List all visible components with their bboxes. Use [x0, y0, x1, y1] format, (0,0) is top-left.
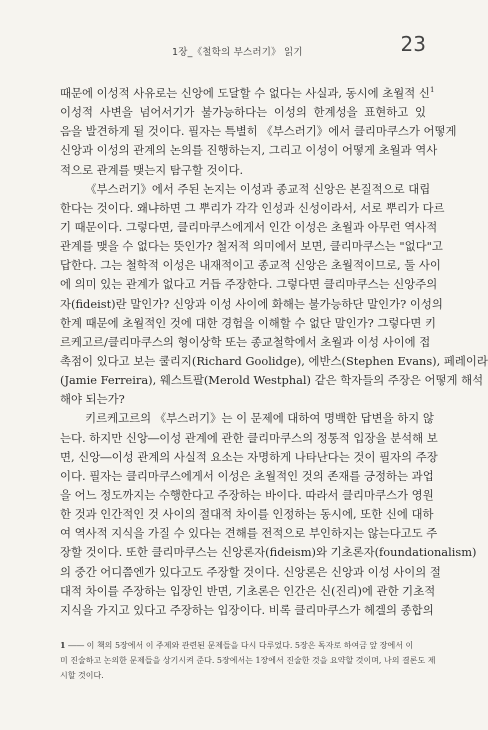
- text-line: 르케고르/클리마쿠스의 형이상학 또는 종교철학에서 초월과 이성 사이에 접: [60, 334, 431, 349]
- footnote-line: 시할 것이다.: [60, 671, 104, 680]
- text-line: 관계를 맺을 수 없다는 뜻인가? 철저적 의미에서 보면, 클리마쿠스는 "없다"고: [60, 239, 443, 254]
- paragraph-1: [60, 84, 457, 180]
- footnote: [60, 638, 436, 683]
- text-line: 적으로 관계를 맺는지 탐구할 것이다.: [60, 162, 244, 177]
- running-head: 1장_《철학의 부스러기》 읽기: [172, 47, 303, 58]
- text-line: 때문에 이성적 사유로는 신앙에 도달할 수 없다는 사실과, 동시에 초월적 신$^1$: [60, 86, 435, 100]
- text-line: 촉점이 있다고 보는 쿨리지(Richard Goolidge), 에반스(Stephen Evans), 페레이라: [60, 353, 488, 368]
- text-line: 해야 되는가?: [60, 392, 125, 407]
- text-line: 이다. 필자는 클리마쿠스에게서 이성은 초월적인 것의 존재를 긍정하는 과업: [60, 468, 434, 483]
- text-line: 장할 것이다. 또한 클리마쿠스는 신앙론자(fideism)와 기초론자(foundationalism): [60, 545, 477, 560]
- text-line: 신앙과 이성의 관계의 논의를 진행하는지, 그리고 이성이 어떻게 초월과 역사: [60, 143, 438, 158]
- text-line: 대적 차이를 주장하는 입장인 반면, 기초론은 인간은 신(진리)에 관한 기초적: [60, 583, 436, 598]
- text-line: 한다는 것이다. 왜냐하면 그 뿌리가 각각 인성과 신성이라서, 서로 뿌리가 다르: [60, 200, 445, 215]
- text-line: 의 중간 어디쯤엔가 있다고도 주장할 것이다. 신앙론은 신앙과 이성 사이의 절: [60, 564, 441, 579]
- text-line: 자(fideist)란 말인가? 신앙과 이성 사이에 화해는 불가능하단 말인가? 이성의: [60, 296, 443, 311]
- text-line: 는다. 하지만 신앙―이성 관계에 관한 클리마쿠스의 정통적 입장을 분석해 보: [60, 430, 438, 445]
- footnote-line: 1 ―― 이 책의 5장에서 이 주제와 관련된 문제들을 다시 다루었다. 5장은 독자로 하여금 앞 장에서 이: [60, 640, 414, 650]
- text-line: 기 때문이다. 그렇다면, 클리마쿠스에게서 인간 이성은 초월과 아무런 역사적: [60, 219, 438, 234]
- page-number: 23: [400, 32, 426, 56]
- footnote-reference[interactable]: 1: [429, 86, 435, 95]
- text-line: 여 역사적 지식을 가질 수 있다는 견해를 전적으로 부인하지는 않는다고도 주: [60, 526, 438, 541]
- paragraph-3: [60, 409, 477, 620]
- text-line: 키르케고르의 《부스러기》는 이 문제에 대하여 명백한 답변을 하지 않: [85, 411, 434, 426]
- body-text: [60, 84, 488, 620]
- text-line: 을 어느 정도까지는 수행한다고 주장하는 바이다. 따라서 클리마쿠스가 영원: [60, 487, 434, 502]
- text-line: 한 것과 인간적인 것 사이의 절대적 차이를 인정하는 동시에, 또한 신에 대하: [60, 507, 434, 522]
- footnote-number: 1: [60, 640, 66, 650]
- text-line: 《부스러기》에서 주된 논지는 이성과 종교적 신앙은 본질적으로 대립: [85, 181, 431, 196]
- text-line: 면, 신앙―이성 관계의 사실적 요소는 자명하게 나타난다는 것이 필자의 주장: [60, 449, 438, 464]
- text-line: 한계 때문에 초월적인 것에 대한 경험을 이해할 수 없단 말인가? 그렇다면 키: [60, 315, 437, 330]
- text-line: 이성적 사변을 넘어서기가 불가능하다는 이성의 한계성을 표현하고 있: [60, 105, 426, 120]
- page-header: [0, 32, 470, 64]
- paragraph-2: [60, 180, 488, 410]
- footnote-line: 미 진술하고 논의한 문제들을 상기시켜 준다. 5장에서는 1장에서 진술한 것을 요약할 것이며, 나의 결론도 제: [60, 656, 436, 665]
- text-line: 답한다. 그는 철학적 이성은 내재적이고 종교적 신앙은 초월적이므로, 둘 사이: [60, 258, 441, 273]
- text-line: 에 의미 있는 관계가 없다고 거듭 주장한다. 그렇다면 클리마쿠스는 신앙주의: [60, 277, 438, 292]
- text-line: 음을 발견하게 될 것이다. 필자는 특별히 《부스러기》에서 클리마쿠스가 어떻게: [60, 124, 457, 139]
- text-line: 지식을 가지고 있다고 주장하는 입장이다. 비록 클리마쿠스가 헤겔의 종합의: [60, 602, 434, 617]
- text-line: (Jamie Ferreira), 웨스트팔(Merold Westphal) 같은 학자들의 주장은 어떻게 해석: [60, 373, 484, 388]
